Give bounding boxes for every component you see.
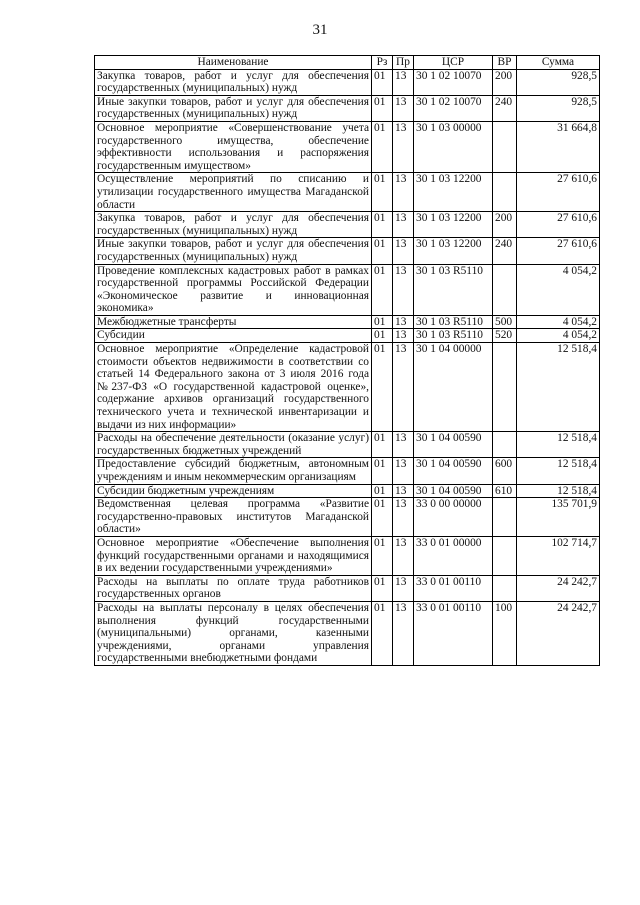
table-row [95, 173, 600, 212]
row-name: Основное мероприятие «Совершенствование учета государственного имущества, обеспечение эффективности использования и распоряжения государственным имуществом» [95, 121, 372, 172]
row-pr: 13 [393, 343, 414, 432]
row-csr: 30 1 03 R5110 [414, 264, 493, 315]
row-vr [493, 432, 517, 458]
row-sum: 135 701,9 [517, 498, 600, 537]
header-csr: ЦСР [414, 56, 493, 70]
row-pr: 13 [393, 575, 414, 601]
row-rz: 01 [372, 121, 393, 172]
row-pr: 13 [393, 173, 414, 212]
row-vr: 100 [493, 601, 517, 665]
row-pr: 13 [393, 315, 414, 329]
row-csr: 33 0 01 00110 [414, 601, 493, 665]
row-pr: 13 [393, 264, 414, 315]
row-vr: 200 [493, 69, 517, 95]
row-rz: 01 [372, 343, 393, 432]
row-name: Закупка товаров, работ и услуг для обеспечения государственных (муниципальных) нужд [95, 212, 372, 238]
row-csr: 33 0 01 00000 [414, 536, 493, 575]
row-csr: 30 1 03 R5110 [414, 315, 493, 329]
row-csr: 30 1 03 12200 [414, 238, 493, 264]
row-name: Субсидии бюджетным учреждениям [95, 484, 372, 498]
table-body [95, 69, 600, 665]
table-row [95, 238, 600, 264]
row-csr: 30 1 03 12200 [414, 212, 493, 238]
row-vr [493, 498, 517, 537]
row-csr: 30 1 03 R5110 [414, 329, 493, 343]
row-rz: 01 [372, 173, 393, 212]
budget-table [94, 55, 600, 666]
table-row [95, 95, 600, 121]
table-row [95, 315, 600, 329]
row-vr: 610 [493, 484, 517, 498]
row-vr: 240 [493, 95, 517, 121]
row-pr: 13 [393, 536, 414, 575]
table-row [95, 601, 600, 665]
table-row [95, 343, 600, 432]
header-pr: Пр [393, 56, 414, 70]
row-pr: 13 [393, 484, 414, 498]
row-rz: 01 [372, 575, 393, 601]
row-pr: 13 [393, 329, 414, 343]
row-pr: 13 [393, 121, 414, 172]
row-rz: 01 [372, 601, 393, 665]
row-name: Проведение комплексных кадастровых работ в рамках государственной программы Российской Федерации «Экономическое развитие и инновационная экономика» [95, 264, 372, 315]
row-pr: 13 [393, 601, 414, 665]
table-row [95, 121, 600, 172]
row-vr [493, 343, 517, 432]
row-sum: 27 610,6 [517, 212, 600, 238]
table-row [95, 212, 600, 238]
row-name: Расходы на выплаты персоналу в целях обеспечения выполнения функций государственными (муниципальными) органами, казенными учреждениями, органами управления государственными внебюджетными фондами [95, 601, 372, 665]
row-pr: 13 [393, 238, 414, 264]
header-row [95, 56, 600, 70]
row-rz: 01 [372, 264, 393, 315]
row-csr: 33 0 01 00110 [414, 575, 493, 601]
row-name: Иные закупки товаров, работ и услуг для обеспечения государственных (муниципальных) нужд [95, 238, 372, 264]
row-name: Основное мероприятие «Обеспечение выполнения функций государственными органами и находящимися в их ведении государственными учреждениями» [95, 536, 372, 575]
row-name: Предоставление субсидий бюджетным, автономным учреждениям и иным некоммерческим организациям [95, 458, 372, 484]
row-pr: 13 [393, 69, 414, 95]
row-vr [493, 536, 517, 575]
header-sum: Сумма [517, 56, 600, 70]
row-sum: 27 610,6 [517, 238, 600, 264]
row-csr: 30 1 03 00000 [414, 121, 493, 172]
row-rz: 01 [372, 432, 393, 458]
row-rz: 01 [372, 95, 393, 121]
row-name: Расходы на выплаты по оплате труда работников государственных органов [95, 575, 372, 601]
table-row [95, 484, 600, 498]
row-pr: 13 [393, 95, 414, 121]
row-rz: 01 [372, 69, 393, 95]
row-pr: 13 [393, 498, 414, 537]
row-vr: 500 [493, 315, 517, 329]
table-row [95, 575, 600, 601]
row-sum: 12 518,4 [517, 432, 600, 458]
row-rz: 01 [372, 536, 393, 575]
row-sum: 928,5 [517, 95, 600, 121]
header-vr: ВР [493, 56, 517, 70]
page-number: 31 [312, 22, 328, 38]
header-rz: Рз [372, 56, 393, 70]
row-csr: 30 1 02 10070 [414, 95, 493, 121]
row-csr: 30 1 02 10070 [414, 69, 493, 95]
row-vr [493, 264, 517, 315]
row-sum: 12 518,4 [517, 458, 600, 484]
row-rz: 01 [372, 238, 393, 264]
table-row [95, 264, 600, 315]
row-name: Осуществление мероприятий по списанию и утилизации государственного имущества Магаданской области [95, 173, 372, 212]
row-name: Расходы на обеспечение деятельности (оказание услуг) государственных бюджетных учреждений [95, 432, 372, 458]
header-name: Наименование [95, 56, 372, 70]
row-csr: 30 1 03 12200 [414, 173, 493, 212]
row-csr: 30 1 04 00590 [414, 458, 493, 484]
table-row [95, 69, 600, 95]
row-sum: 4 054,2 [517, 264, 600, 315]
table-row [95, 432, 600, 458]
row-sum: 12 518,4 [517, 343, 600, 432]
row-vr: 200 [493, 212, 517, 238]
table-row [95, 536, 600, 575]
row-name: Ведомственная целевая программа «Развитие государственно-правовых институтов Магаданской области» [95, 498, 372, 537]
row-name: Иные закупки товаров, работ и услуг для обеспечения государственных (муниципальных) нужд [95, 95, 372, 121]
row-rz: 01 [372, 458, 393, 484]
row-name: Субсидии [95, 329, 372, 343]
row-rz: 01 [372, 484, 393, 498]
row-vr [493, 173, 517, 212]
row-pr: 13 [393, 458, 414, 484]
row-sum: 12 518,4 [517, 484, 600, 498]
table-row [95, 329, 600, 343]
row-vr [493, 575, 517, 601]
row-sum: 102 714,7 [517, 536, 600, 575]
row-rz: 01 [372, 315, 393, 329]
row-sum: 4 054,2 [517, 315, 600, 329]
row-pr: 13 [393, 432, 414, 458]
row-csr: 30 1 04 00000 [414, 343, 493, 432]
row-vr: 600 [493, 458, 517, 484]
row-sum: 928,5 [517, 69, 600, 95]
row-pr: 13 [393, 212, 414, 238]
row-vr: 240 [493, 238, 517, 264]
row-sum: 24 242,7 [517, 601, 600, 665]
row-sum: 31 664,8 [517, 121, 600, 172]
row-rz: 01 [372, 498, 393, 537]
row-csr: 30 1 04 00590 [414, 484, 493, 498]
table-row [95, 458, 600, 484]
row-csr: 33 0 00 00000 [414, 498, 493, 537]
row-vr: 520 [493, 329, 517, 343]
table-row [95, 498, 600, 537]
row-name: Закупка товаров, работ и услуг для обеспечения государственных (муниципальных) нужд [95, 69, 372, 95]
row-vr [493, 121, 517, 172]
row-sum: 27 610,6 [517, 173, 600, 212]
row-name: Основное мероприятие «Определение кадастровой стоимости объектов недвижимости в соответствии со статьей 14 Федерального закона от 3 июля 2016 года №237-ФЗ «О государственной кадастровой оценке», содержание архивов организаций государственного технического учета и технической инвентаризации и выдачи из них информации» [95, 343, 372, 432]
row-rz: 01 [372, 329, 393, 343]
row-sum: 4 054,2 [517, 329, 600, 343]
row-sum: 24 242,7 [517, 575, 600, 601]
row-name: Межбюджетные трансферты [95, 315, 372, 329]
row-rz: 01 [372, 212, 393, 238]
row-csr: 30 1 04 00590 [414, 432, 493, 458]
